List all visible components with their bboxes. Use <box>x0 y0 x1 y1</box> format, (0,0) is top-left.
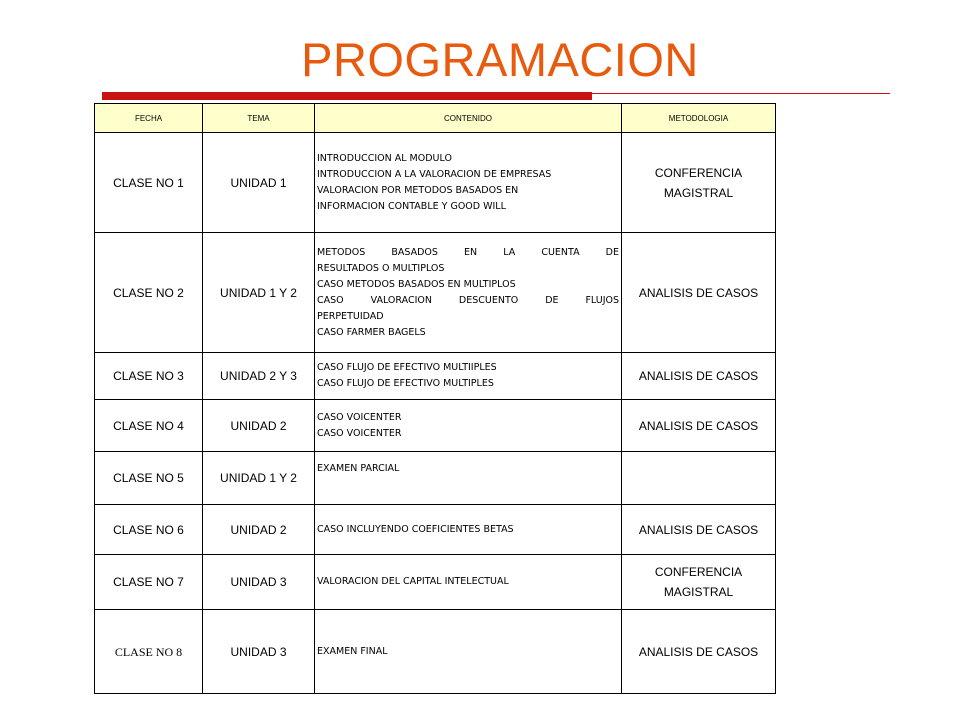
contenido-line: CASO VALORACION DESCUENTO DE FLUJOS <box>317 294 619 306</box>
metodologia-cell <box>622 452 776 505</box>
contenido-cell <box>315 133 622 233</box>
clase-cell: CLASE NO 6 <box>95 505 203 555</box>
title-underline-thin <box>592 93 890 94</box>
contenido-line: RESULTADOS O MULTIPLOS <box>317 262 445 274</box>
header-fecha: FECHA <box>95 104 203 133</box>
clase-cell: CLASE NO 2 <box>95 233 203 353</box>
table-row <box>95 452 776 505</box>
tema-cell: UNIDAD 2 Y 3 <box>203 353 315 400</box>
table-row <box>95 610 776 694</box>
contenido-cell <box>315 505 622 555</box>
contenido-line: CASO INCLUYENDO COEFICIENTES BETAS <box>317 523 514 535</box>
table-row <box>95 133 776 233</box>
contenido-line: CASO FARMER BAGELS <box>317 326 426 338</box>
clase-cell: CLASE NO 3 <box>95 353 203 400</box>
contenido-line: VALORACION POR METODOS BASADOS EN <box>317 184 519 196</box>
contenido-line: CASO VOICENTER <box>317 411 402 423</box>
contenido-line: INTRODUCCION AL MODULO <box>317 152 452 164</box>
contenido-cell <box>315 400 622 452</box>
tema-cell: UNIDAD 1 Y 2 <box>203 452 315 505</box>
metodologia-cell: ANALISIS DE CASOS <box>622 505 776 555</box>
title-underline-thick <box>102 92 592 100</box>
contenido-line: PERPETUIDAD <box>317 310 384 322</box>
contenido-line: CASO VOICENTER <box>317 427 402 439</box>
metodologia-cell: CONFERENCIA MAGISTRAL <box>622 555 776 610</box>
metodologia-cell: ANALISIS DE CASOS <box>622 233 776 353</box>
metodologia-cell: ANALISIS DE CASOS <box>622 400 776 452</box>
page-title: PROGRAMACION <box>301 33 699 86</box>
clase-cell: CLASE NO 7 <box>95 555 203 610</box>
metodologia-cell: ANALISIS DE CASOS <box>622 353 776 400</box>
contenido-cell <box>315 353 622 400</box>
clase-cell: CLASE NO 8 <box>95 610 203 694</box>
tema-cell: UNIDAD 2 <box>203 400 315 452</box>
contenido-line: CASO FLUJO DE EFECTIVO MULTIIPLES <box>317 362 497 373</box>
tema-cell: UNIDAD 3 <box>203 555 315 610</box>
contenido-line: VALORACION DEL CAPITAL INTELECTUAL <box>317 576 509 587</box>
tema-cell: UNIDAD 1 <box>203 133 315 233</box>
table-row <box>95 555 776 610</box>
metodologia-cell: ANALISIS DE CASOS <box>622 610 776 694</box>
contenido-line: INTRODUCCION A LA VALORACION DE EMPRESAS <box>317 168 552 180</box>
contenido-line: EXAMEN FINAL <box>317 645 388 657</box>
contenido-line: INFORMACION CONTABLE Y GOOD WILL <box>317 200 506 212</box>
contenido-line: CASO FLUJO DE EFECTIVO MULTIPLES <box>317 378 494 389</box>
metodologia-cell: CONFERENCIA MAGISTRAL <box>622 133 776 233</box>
header-contenido: CONTENIDO <box>315 104 622 133</box>
tema-cell: UNIDAD 1 Y 2 <box>203 233 315 353</box>
clase-cell: CLASE NO 5 <box>95 452 203 505</box>
clase-cell: CLASE NO 1 <box>95 133 203 233</box>
table-row <box>95 233 776 353</box>
contenido-cell <box>315 233 622 353</box>
table-header-row <box>95 104 776 133</box>
contenido-line: CASO METODOS BASADOS EN MULTIPLOS <box>317 278 516 290</box>
schedule-table <box>94 103 776 694</box>
contenido-line: METODOS BASADOS EN LA CUENTA DE <box>317 246 619 258</box>
header-tema: TEMA <box>203 104 315 133</box>
contenido-line: EXAMEN PARCIAL <box>317 463 400 474</box>
tema-cell: UNIDAD 3 <box>203 610 315 694</box>
header-metodologia: METODOLOGIA <box>622 104 776 133</box>
table-row <box>95 400 776 452</box>
table-row <box>95 353 776 400</box>
table-row <box>95 505 776 555</box>
contenido-cell <box>315 452 622 505</box>
clase-cell: CLASE NO 4 <box>95 400 203 452</box>
contenido-cell <box>315 610 622 694</box>
contenido-cell <box>315 555 622 610</box>
tema-cell: UNIDAD 2 <box>203 505 315 555</box>
